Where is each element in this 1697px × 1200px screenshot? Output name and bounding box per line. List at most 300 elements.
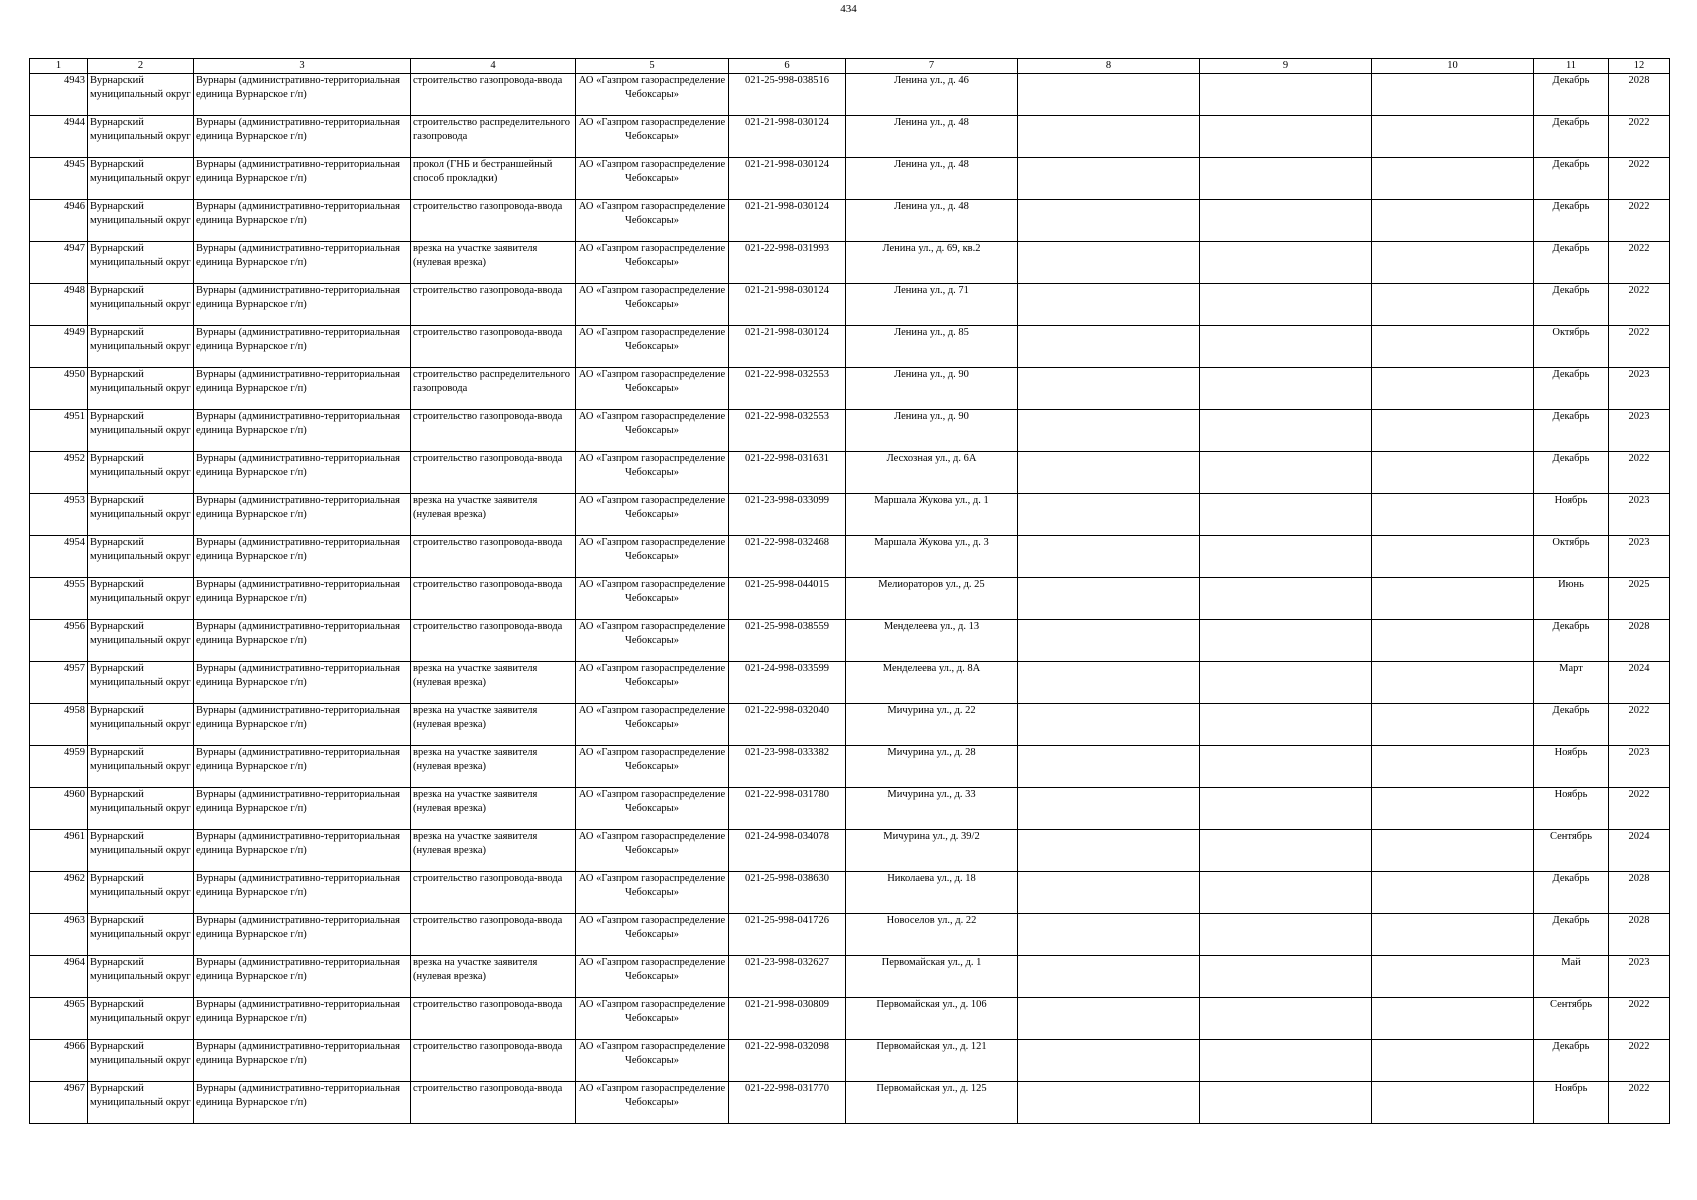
cell-row-number bbox=[30, 536, 88, 578]
column-8-text bbox=[1020, 74, 1197, 115]
cell-column-9 bbox=[1200, 788, 1372, 830]
application-code-text: 021-22-998-032468 bbox=[745, 537, 829, 548]
cell-work-type bbox=[411, 1082, 576, 1124]
address-text: Ленина ул., д. 48 bbox=[894, 159, 969, 170]
cell-work-type bbox=[411, 830, 576, 872]
work-type-text: врезка на участке заявителя (нулевая врезка) bbox=[413, 495, 538, 520]
column-9-text bbox=[1202, 452, 1369, 493]
address-text: Ленина ул., д. 85 bbox=[894, 327, 969, 338]
cell-column-9 bbox=[1200, 662, 1372, 704]
cell-column-10 bbox=[1372, 452, 1534, 494]
year-text: 2024 bbox=[1628, 663, 1650, 674]
month-text: Декабрь bbox=[1552, 411, 1590, 422]
column-10-text bbox=[1374, 620, 1531, 661]
work-type-text: строительство газопровода-ввода bbox=[413, 873, 563, 884]
cell-work-type bbox=[411, 620, 576, 662]
column-10-text bbox=[1374, 956, 1531, 997]
cell-settlement bbox=[194, 452, 411, 494]
cell-organization bbox=[576, 746, 729, 788]
month-text: Март bbox=[1559, 663, 1583, 674]
cell-column-9 bbox=[1200, 242, 1372, 284]
district-text: Вурнарский муниципальный округ bbox=[90, 327, 191, 352]
table-row bbox=[30, 410, 1670, 452]
cell-column-10 bbox=[1372, 830, 1534, 872]
cell-work-type bbox=[411, 200, 576, 242]
application-code-text: 021-21-998-030124 bbox=[745, 201, 829, 212]
column-8-text bbox=[1020, 116, 1197, 157]
table-row bbox=[30, 74, 1670, 116]
cell-organization bbox=[576, 1040, 729, 1082]
cell-column-8 bbox=[1018, 74, 1200, 116]
cell-column-9 bbox=[1200, 74, 1372, 116]
year-text: 2028 bbox=[1628, 621, 1650, 632]
district-text: Вурнарский муниципальный округ bbox=[90, 1041, 191, 1066]
cell-column-10 bbox=[1372, 536, 1534, 578]
row-number-text: 4947 bbox=[64, 243, 85, 254]
column-10-text bbox=[1374, 116, 1531, 157]
cell-column-10 bbox=[1372, 116, 1534, 158]
cell-application-code bbox=[729, 662, 846, 704]
cell-address bbox=[846, 74, 1018, 116]
cell-column-9 bbox=[1200, 452, 1372, 494]
cell-district bbox=[88, 998, 194, 1040]
year-text: 2023 bbox=[1628, 537, 1650, 548]
cell-month bbox=[1534, 830, 1609, 872]
register-table bbox=[29, 58, 1670, 1124]
organization-text: АО «Газпром газораспределение Чебоксары» bbox=[578, 159, 726, 184]
cell-month bbox=[1534, 410, 1609, 452]
column-8-text bbox=[1020, 704, 1197, 745]
cell-district bbox=[88, 704, 194, 746]
cell-column-10 bbox=[1372, 662, 1534, 704]
cell-column-8 bbox=[1018, 998, 1200, 1040]
cell-row-number bbox=[30, 410, 88, 452]
table-row bbox=[30, 914, 1670, 956]
column-8-text bbox=[1020, 1082, 1197, 1123]
settlement-text: Вурнары (административно-территориальная единица Вурнарское г/п) bbox=[196, 705, 400, 730]
column-10-text bbox=[1374, 200, 1531, 241]
year-text: 2022 bbox=[1628, 201, 1650, 212]
column-9-text bbox=[1202, 1040, 1369, 1081]
row-number-text: 4950 bbox=[64, 369, 85, 380]
cell-district bbox=[88, 74, 194, 116]
application-code-text: 021-23-998-032627 bbox=[745, 957, 829, 968]
table-row bbox=[30, 788, 1670, 830]
row-number-text: 4954 bbox=[64, 537, 85, 548]
cell-row-number bbox=[30, 1082, 88, 1124]
cell-column-8 bbox=[1018, 368, 1200, 410]
table-row bbox=[30, 998, 1670, 1040]
address-text: Мичурина ул., д. 39/2 bbox=[883, 831, 980, 842]
month-text: Октябрь bbox=[1552, 537, 1590, 548]
organization-text: АО «Газпром газораспределение Чебоксары» bbox=[578, 411, 726, 436]
table-row bbox=[30, 494, 1670, 536]
column-10-text bbox=[1374, 452, 1531, 493]
organization-text: АО «Газпром газораспределение Чебоксары» bbox=[578, 495, 726, 520]
cell-district bbox=[88, 116, 194, 158]
cell-organization bbox=[576, 494, 729, 536]
column-10-text bbox=[1374, 410, 1531, 451]
cell-month bbox=[1534, 998, 1609, 1040]
cell-address bbox=[846, 452, 1018, 494]
month-text: Декабрь bbox=[1552, 621, 1590, 632]
application-code-text: 021-22-998-032553 bbox=[745, 369, 829, 380]
cell-column-8 bbox=[1018, 116, 1200, 158]
month-text: Декабрь bbox=[1552, 117, 1590, 128]
district-text: Вурнарский муниципальный округ bbox=[90, 201, 191, 226]
cell-application-code bbox=[729, 200, 846, 242]
cell-work-type bbox=[411, 746, 576, 788]
cell-address bbox=[846, 788, 1018, 830]
row-number-text: 4961 bbox=[64, 831, 85, 842]
cell-row-number bbox=[30, 746, 88, 788]
district-text: Вурнарский муниципальный округ bbox=[90, 285, 191, 310]
year-text: 2022 bbox=[1628, 327, 1650, 338]
district-text: Вурнарский муниципальный округ bbox=[90, 579, 191, 604]
district-text: Вурнарский муниципальный округ bbox=[90, 831, 191, 856]
cell-row-number bbox=[30, 704, 88, 746]
row-number-text: 4965 bbox=[64, 999, 85, 1010]
cell-column-8 bbox=[1018, 788, 1200, 830]
application-code-text: 021-21-998-030124 bbox=[745, 327, 829, 338]
cell-column-8 bbox=[1018, 704, 1200, 746]
cell-organization bbox=[576, 536, 729, 578]
cell-organization bbox=[576, 704, 729, 746]
work-type-text: строительство газопровода-ввода bbox=[413, 285, 563, 296]
cell-month bbox=[1534, 1082, 1609, 1124]
cell-month bbox=[1534, 74, 1609, 116]
address-text: Ленина ул., д. 90 bbox=[894, 411, 969, 422]
cell-settlement bbox=[194, 662, 411, 704]
cell-work-type bbox=[411, 872, 576, 914]
application-code-text: 021-22-998-032040 bbox=[745, 705, 829, 716]
district-text: Вурнарский муниципальный округ bbox=[90, 789, 191, 814]
organization-text: АО «Газпром газораспределение Чебоксары» bbox=[578, 243, 726, 268]
cell-month bbox=[1534, 1040, 1609, 1082]
cell-district bbox=[88, 578, 194, 620]
cell-application-code bbox=[729, 704, 846, 746]
row-number-text: 4949 bbox=[64, 327, 85, 338]
column-9-text bbox=[1202, 998, 1369, 1039]
year-text: 2022 bbox=[1628, 285, 1650, 296]
cell-address bbox=[846, 662, 1018, 704]
cell-year bbox=[1609, 704, 1670, 746]
cell-settlement bbox=[194, 704, 411, 746]
application-code-text: 021-22-998-031993 bbox=[745, 243, 829, 254]
table-row bbox=[30, 746, 1670, 788]
cell-organization bbox=[576, 578, 729, 620]
settlement-text: Вурнары (административно-территориальная единица Вурнарское г/п) bbox=[196, 579, 400, 604]
organization-text: АО «Газпром газораспределение Чебоксары» bbox=[578, 1041, 726, 1066]
settlement-text: Вурнары (административно-территориальная единица Вурнарское г/п) bbox=[196, 495, 400, 520]
cell-year bbox=[1609, 746, 1670, 788]
cell-work-type bbox=[411, 914, 576, 956]
cell-column-8 bbox=[1018, 452, 1200, 494]
row-number-text: 4960 bbox=[64, 789, 85, 800]
cell-work-type bbox=[411, 242, 576, 284]
organization-text: АО «Газпром газораспределение Чебоксары» bbox=[578, 873, 726, 898]
month-text: Май bbox=[1561, 957, 1581, 968]
address-text: Николаева ул., д. 18 bbox=[887, 873, 976, 884]
row-number-text: 4967 bbox=[64, 1083, 85, 1094]
cell-month bbox=[1534, 620, 1609, 662]
column-8-text bbox=[1020, 452, 1197, 493]
table-row bbox=[30, 368, 1670, 410]
cell-column-10 bbox=[1372, 788, 1534, 830]
cell-address bbox=[846, 1040, 1018, 1082]
column-header-9: 9 bbox=[1200, 59, 1372, 74]
cell-address bbox=[846, 956, 1018, 998]
month-text: Декабрь bbox=[1552, 159, 1590, 170]
application-code-text: 021-25-998-038559 bbox=[745, 621, 829, 632]
cell-organization bbox=[576, 956, 729, 998]
column-10-text bbox=[1374, 1040, 1531, 1081]
column-9-text bbox=[1202, 788, 1369, 829]
address-text: Первомайская ул., д. 121 bbox=[876, 1041, 987, 1052]
cell-address bbox=[846, 200, 1018, 242]
column-8-text bbox=[1020, 788, 1197, 829]
cell-organization bbox=[576, 116, 729, 158]
table-row bbox=[30, 956, 1670, 998]
organization-text: АО «Газпром газораспределение Чебоксары» bbox=[578, 453, 726, 478]
settlement-text: Вурнары (административно-территориальная единица Вурнарское г/п) bbox=[196, 915, 400, 940]
application-code-text: 021-21-998-030124 bbox=[745, 285, 829, 296]
month-text: Декабрь bbox=[1552, 453, 1590, 464]
cell-column-8 bbox=[1018, 326, 1200, 368]
cell-settlement bbox=[194, 1040, 411, 1082]
cell-column-10 bbox=[1372, 410, 1534, 452]
cell-row-number bbox=[30, 662, 88, 704]
cell-application-code bbox=[729, 494, 846, 536]
column-header-8: 8 bbox=[1018, 59, 1200, 74]
settlement-text: Вурнары (административно-территориальная единица Вурнарское г/п) bbox=[196, 537, 400, 562]
address-text: Ленина ул., д. 48 bbox=[894, 201, 969, 212]
work-type-text: строительство газопровода-ввода bbox=[413, 327, 563, 338]
table-row bbox=[30, 116, 1670, 158]
cell-year bbox=[1609, 830, 1670, 872]
year-text: 2022 bbox=[1628, 705, 1650, 716]
cell-column-9 bbox=[1200, 830, 1372, 872]
column-9-text bbox=[1202, 368, 1369, 409]
cell-row-number bbox=[30, 1040, 88, 1082]
organization-text: АО «Газпром газораспределение Чебоксары» bbox=[578, 579, 726, 604]
cell-column-10 bbox=[1372, 326, 1534, 368]
cell-column-8 bbox=[1018, 578, 1200, 620]
cell-organization bbox=[576, 914, 729, 956]
column-10-text bbox=[1374, 788, 1531, 829]
settlement-text: Вурнары (административно-территориальная единица Вурнарское г/п) bbox=[196, 999, 400, 1024]
address-text: Ленина ул., д. 48 bbox=[894, 117, 969, 128]
cell-month bbox=[1534, 494, 1609, 536]
cell-application-code bbox=[729, 242, 846, 284]
column-9-text bbox=[1202, 1082, 1369, 1123]
cell-column-9 bbox=[1200, 284, 1372, 326]
cell-column-9 bbox=[1200, 536, 1372, 578]
row-number-text: 4953 bbox=[64, 495, 85, 506]
cell-column-9 bbox=[1200, 200, 1372, 242]
cell-work-type bbox=[411, 704, 576, 746]
cell-work-type bbox=[411, 452, 576, 494]
cell-address bbox=[846, 536, 1018, 578]
cell-organization bbox=[576, 998, 729, 1040]
year-text: 2022 bbox=[1628, 117, 1650, 128]
cell-year bbox=[1609, 956, 1670, 998]
cell-work-type bbox=[411, 536, 576, 578]
column-9-text bbox=[1202, 326, 1369, 367]
cell-settlement bbox=[194, 536, 411, 578]
column-9-text bbox=[1202, 494, 1369, 535]
cell-row-number bbox=[30, 74, 88, 116]
application-code-text: 021-23-998-033099 bbox=[745, 495, 829, 506]
settlement-text: Вурнары (административно-территориальная единица Вурнарское г/п) bbox=[196, 1083, 400, 1108]
settlement-text: Вурнары (административно-территориальная единица Вурнарское г/п) bbox=[196, 411, 400, 436]
column-8-text bbox=[1020, 746, 1197, 787]
settlement-text: Вурнары (административно-территориальная единица Вурнарское г/п) bbox=[196, 663, 400, 688]
column-8-text bbox=[1020, 578, 1197, 619]
address-text: Ленина ул., д. 71 bbox=[894, 285, 969, 296]
cell-month bbox=[1534, 788, 1609, 830]
column-8-text bbox=[1020, 956, 1197, 997]
column-8-text bbox=[1020, 158, 1197, 199]
cell-district bbox=[88, 1040, 194, 1082]
column-10-text bbox=[1374, 704, 1531, 745]
cell-organization bbox=[576, 1082, 729, 1124]
cell-month bbox=[1534, 704, 1609, 746]
cell-column-10 bbox=[1372, 74, 1534, 116]
cell-month bbox=[1534, 578, 1609, 620]
year-text: 2022 bbox=[1628, 453, 1650, 464]
month-text: Декабрь bbox=[1552, 705, 1590, 716]
cell-work-type bbox=[411, 74, 576, 116]
row-number-text: 4944 bbox=[64, 117, 85, 128]
month-text: Декабрь bbox=[1552, 369, 1590, 380]
cell-year bbox=[1609, 620, 1670, 662]
month-text: Сентябрь bbox=[1549, 999, 1593, 1010]
cell-application-code bbox=[729, 116, 846, 158]
work-type-text: строительство газопровода-ввода bbox=[413, 1083, 563, 1094]
cell-work-type bbox=[411, 956, 576, 998]
column-9-text bbox=[1202, 284, 1369, 325]
cell-district bbox=[88, 452, 194, 494]
month-text: Декабрь bbox=[1552, 915, 1590, 926]
cell-month bbox=[1534, 368, 1609, 410]
cell-row-number bbox=[30, 116, 88, 158]
cell-application-code bbox=[729, 452, 846, 494]
cell-year bbox=[1609, 410, 1670, 452]
month-text: Декабрь bbox=[1552, 243, 1590, 254]
cell-month bbox=[1534, 536, 1609, 578]
cell-settlement bbox=[194, 578, 411, 620]
year-text: 2023 bbox=[1628, 747, 1650, 758]
column-10-text bbox=[1374, 368, 1531, 409]
cell-column-9 bbox=[1200, 368, 1372, 410]
cell-work-type bbox=[411, 578, 576, 620]
row-number-text: 4958 bbox=[64, 705, 85, 716]
column-header-4: 4 bbox=[411, 59, 576, 74]
year-text: 2022 bbox=[1628, 159, 1650, 170]
work-type-text: строительство газопровода-ввода bbox=[413, 915, 563, 926]
address-text: Менделеева ул., д. 13 bbox=[883, 621, 980, 632]
settlement-text: Вурнары (административно-территориальная единица Вурнарское г/п) bbox=[196, 327, 400, 352]
table-row bbox=[30, 830, 1670, 872]
cell-address bbox=[846, 914, 1018, 956]
cell-address bbox=[846, 326, 1018, 368]
address-text: Ленина ул., д. 46 bbox=[894, 75, 969, 86]
column-9-text bbox=[1202, 620, 1369, 661]
cell-work-type bbox=[411, 1040, 576, 1082]
cell-district bbox=[88, 620, 194, 662]
column-9-text bbox=[1202, 242, 1369, 283]
work-type-text: строительство газопровода-ввода bbox=[413, 537, 563, 548]
column-10-text bbox=[1374, 872, 1531, 913]
year-text: 2023 bbox=[1628, 495, 1650, 506]
cell-district bbox=[88, 1082, 194, 1124]
row-number-text: 4963 bbox=[64, 915, 85, 926]
organization-text: АО «Газпром газораспределение Чебоксары» bbox=[578, 705, 726, 730]
year-text: 2024 bbox=[1628, 831, 1650, 842]
cell-row-number bbox=[30, 578, 88, 620]
cell-settlement bbox=[194, 242, 411, 284]
cell-column-8 bbox=[1018, 620, 1200, 662]
address-text: Менделеева ул., д. 8А bbox=[882, 663, 981, 674]
table-row bbox=[30, 620, 1670, 662]
application-code-text: 021-22-998-031631 bbox=[745, 453, 829, 464]
cell-work-type bbox=[411, 662, 576, 704]
cell-column-9 bbox=[1200, 872, 1372, 914]
settlement-text: Вурнары (административно-территориальная единица Вурнарское г/п) bbox=[196, 1041, 400, 1066]
address-text: Мелиораторов ул., д. 25 bbox=[878, 579, 985, 590]
cell-column-8 bbox=[1018, 284, 1200, 326]
year-text: 2028 bbox=[1628, 873, 1650, 884]
address-text: Маршала Жукова ул., д. 3 bbox=[874, 537, 989, 548]
organization-text: АО «Газпром газораспределение Чебоксары» bbox=[578, 621, 726, 646]
district-text: Вурнарский муниципальный округ bbox=[90, 495, 191, 520]
cell-district bbox=[88, 242, 194, 284]
year-text: 2022 bbox=[1628, 789, 1650, 800]
row-number-text: 4951 bbox=[64, 411, 85, 422]
row-number-text: 4956 bbox=[64, 621, 85, 632]
cell-column-10 bbox=[1372, 998, 1534, 1040]
work-type-text: строительство распределительного газопровода bbox=[413, 117, 571, 142]
row-number-text: 4946 bbox=[64, 201, 85, 212]
cell-district bbox=[88, 368, 194, 410]
cell-column-8 bbox=[1018, 158, 1200, 200]
cell-district bbox=[88, 830, 194, 872]
cell-column-10 bbox=[1372, 1040, 1534, 1082]
settlement-text: Вурнары (административно-территориальная единица Вурнарское г/п) bbox=[196, 789, 400, 814]
district-text: Вурнарский муниципальный округ bbox=[90, 957, 191, 982]
cell-row-number bbox=[30, 200, 88, 242]
settlement-text: Вурнары (административно-территориальная единица Вурнарское г/п) bbox=[196, 831, 400, 856]
cell-column-8 bbox=[1018, 410, 1200, 452]
cell-address bbox=[846, 578, 1018, 620]
cell-district bbox=[88, 200, 194, 242]
cell-address bbox=[846, 284, 1018, 326]
work-type-text: строительство газопровода-ввода bbox=[413, 1041, 563, 1052]
cell-column-10 bbox=[1372, 704, 1534, 746]
cell-column-9 bbox=[1200, 998, 1372, 1040]
row-number-text: 4955 bbox=[64, 579, 85, 590]
cell-settlement bbox=[194, 956, 411, 998]
application-code-text: 021-21-998-030124 bbox=[745, 159, 829, 170]
table-row bbox=[30, 452, 1670, 494]
table-row bbox=[30, 242, 1670, 284]
month-text: Октябрь bbox=[1552, 327, 1590, 338]
cell-row-number bbox=[30, 956, 88, 998]
column-9-text bbox=[1202, 578, 1369, 619]
district-text: Вурнарский муниципальный округ bbox=[90, 117, 191, 142]
district-text: Вурнарский муниципальный округ bbox=[90, 75, 191, 100]
